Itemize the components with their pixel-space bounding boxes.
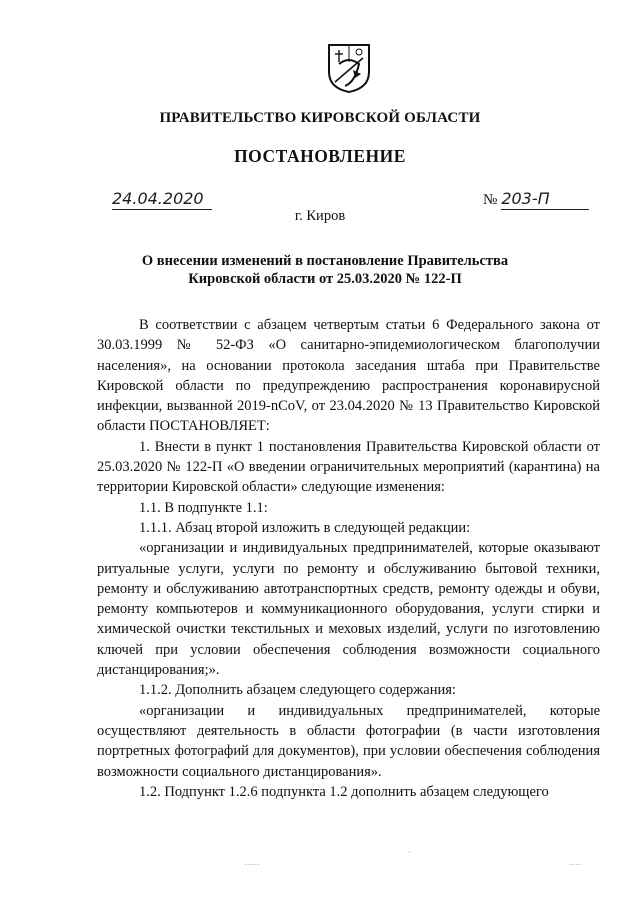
paragraph-preamble: В соответствии с абзацем четвертым статьи 6 Федерального закона от 30.03.1999 № 52-ФЗ «О санитарно-эпидемиологическом благополучии населения», на основании протокола заседания штаба при Правительстве Кировской области по предупреждению распространения коронавирусной инфекции, вызванной 2019-nCoV, от 23.04.2020 № 13 Правительство Кировской области ПОСТАНОВЛЯЕТ:	[97, 317, 600, 435]
document-number	[483, 189, 601, 210]
paragraph-item-1-1-2: 1.1.2. Дополнить абзацем следующего содержания:	[139, 682, 456, 699]
paragraph-item-1-2: 1.2. Подпункт 1.2.6 подпункта 1.2 дополнить абзацем следующего	[139, 783, 549, 800]
paragraph-quote-2: «организации и индивидуальных предпринимателей, которые осуществляют деятельность в области фотографии (в части изготовления портретных фотографий для документов), при условии обеспечения соблюдения возможности социального дистанцирования».	[97, 702, 600, 780]
paragraph-item-1: 1. Внести в пункт 1 постановления Правительства Кировской области от 25.03.2020 № 122-П «О введении ограничительных мероприятий (карантина) на территории Кировской области» следующие изменения:	[97, 438, 600, 496]
title-line-1: О внесении изменений в постановление Правительства	[141, 253, 509, 269]
document-type: ПОСТАНОВЛЕНИЕ	[234, 146, 406, 166]
government-name: ПРАВИТЕЛЬСТВО КИРОВСКОЙ ОБЛАСТИ	[159, 110, 481, 126]
paragraph-item-1-1-1: 1.1.1. Абзац второй изложить в следующей редакции:	[139, 519, 471, 536]
scan-artifact: ....	[570, 858, 582, 867]
title-line-2: Кировской области от 25.03.2020 № 122-П	[188, 271, 462, 287]
paragraph-item-1-1: 1.1. В подпункте 1.1:	[139, 499, 268, 516]
scan-artifact: .....	[245, 858, 260, 867]
number-sign: №	[483, 192, 498, 208]
kirov-coat-of-arms-icon	[325, 42, 373, 94]
city: г. Киров	[294, 208, 346, 224]
scan-artifact: ·	[408, 848, 412, 857]
number-value: 203-П	[501, 189, 589, 210]
document-body	[97, 315, 600, 802]
document-title	[100, 252, 550, 288]
paragraph-quote-1: «организации и индивидуальных предпринимателей, которые оказывают ритуальные услуги, услуги по ремонту и обслуживанию бытовой техники, ремонту и обслуживанию автотранспортных средств, ремонту одежды и обуви, ремонту компьютеров и коммуникационного оборудования, услуги стирки и химической очистки текстильных и меховых изделий, услуги по изготовлению ключей при условии обеспечения соблюдения возможности социального дистанцирования;».	[97, 540, 600, 679]
document-date: 24.04.2020	[112, 189, 212, 210]
